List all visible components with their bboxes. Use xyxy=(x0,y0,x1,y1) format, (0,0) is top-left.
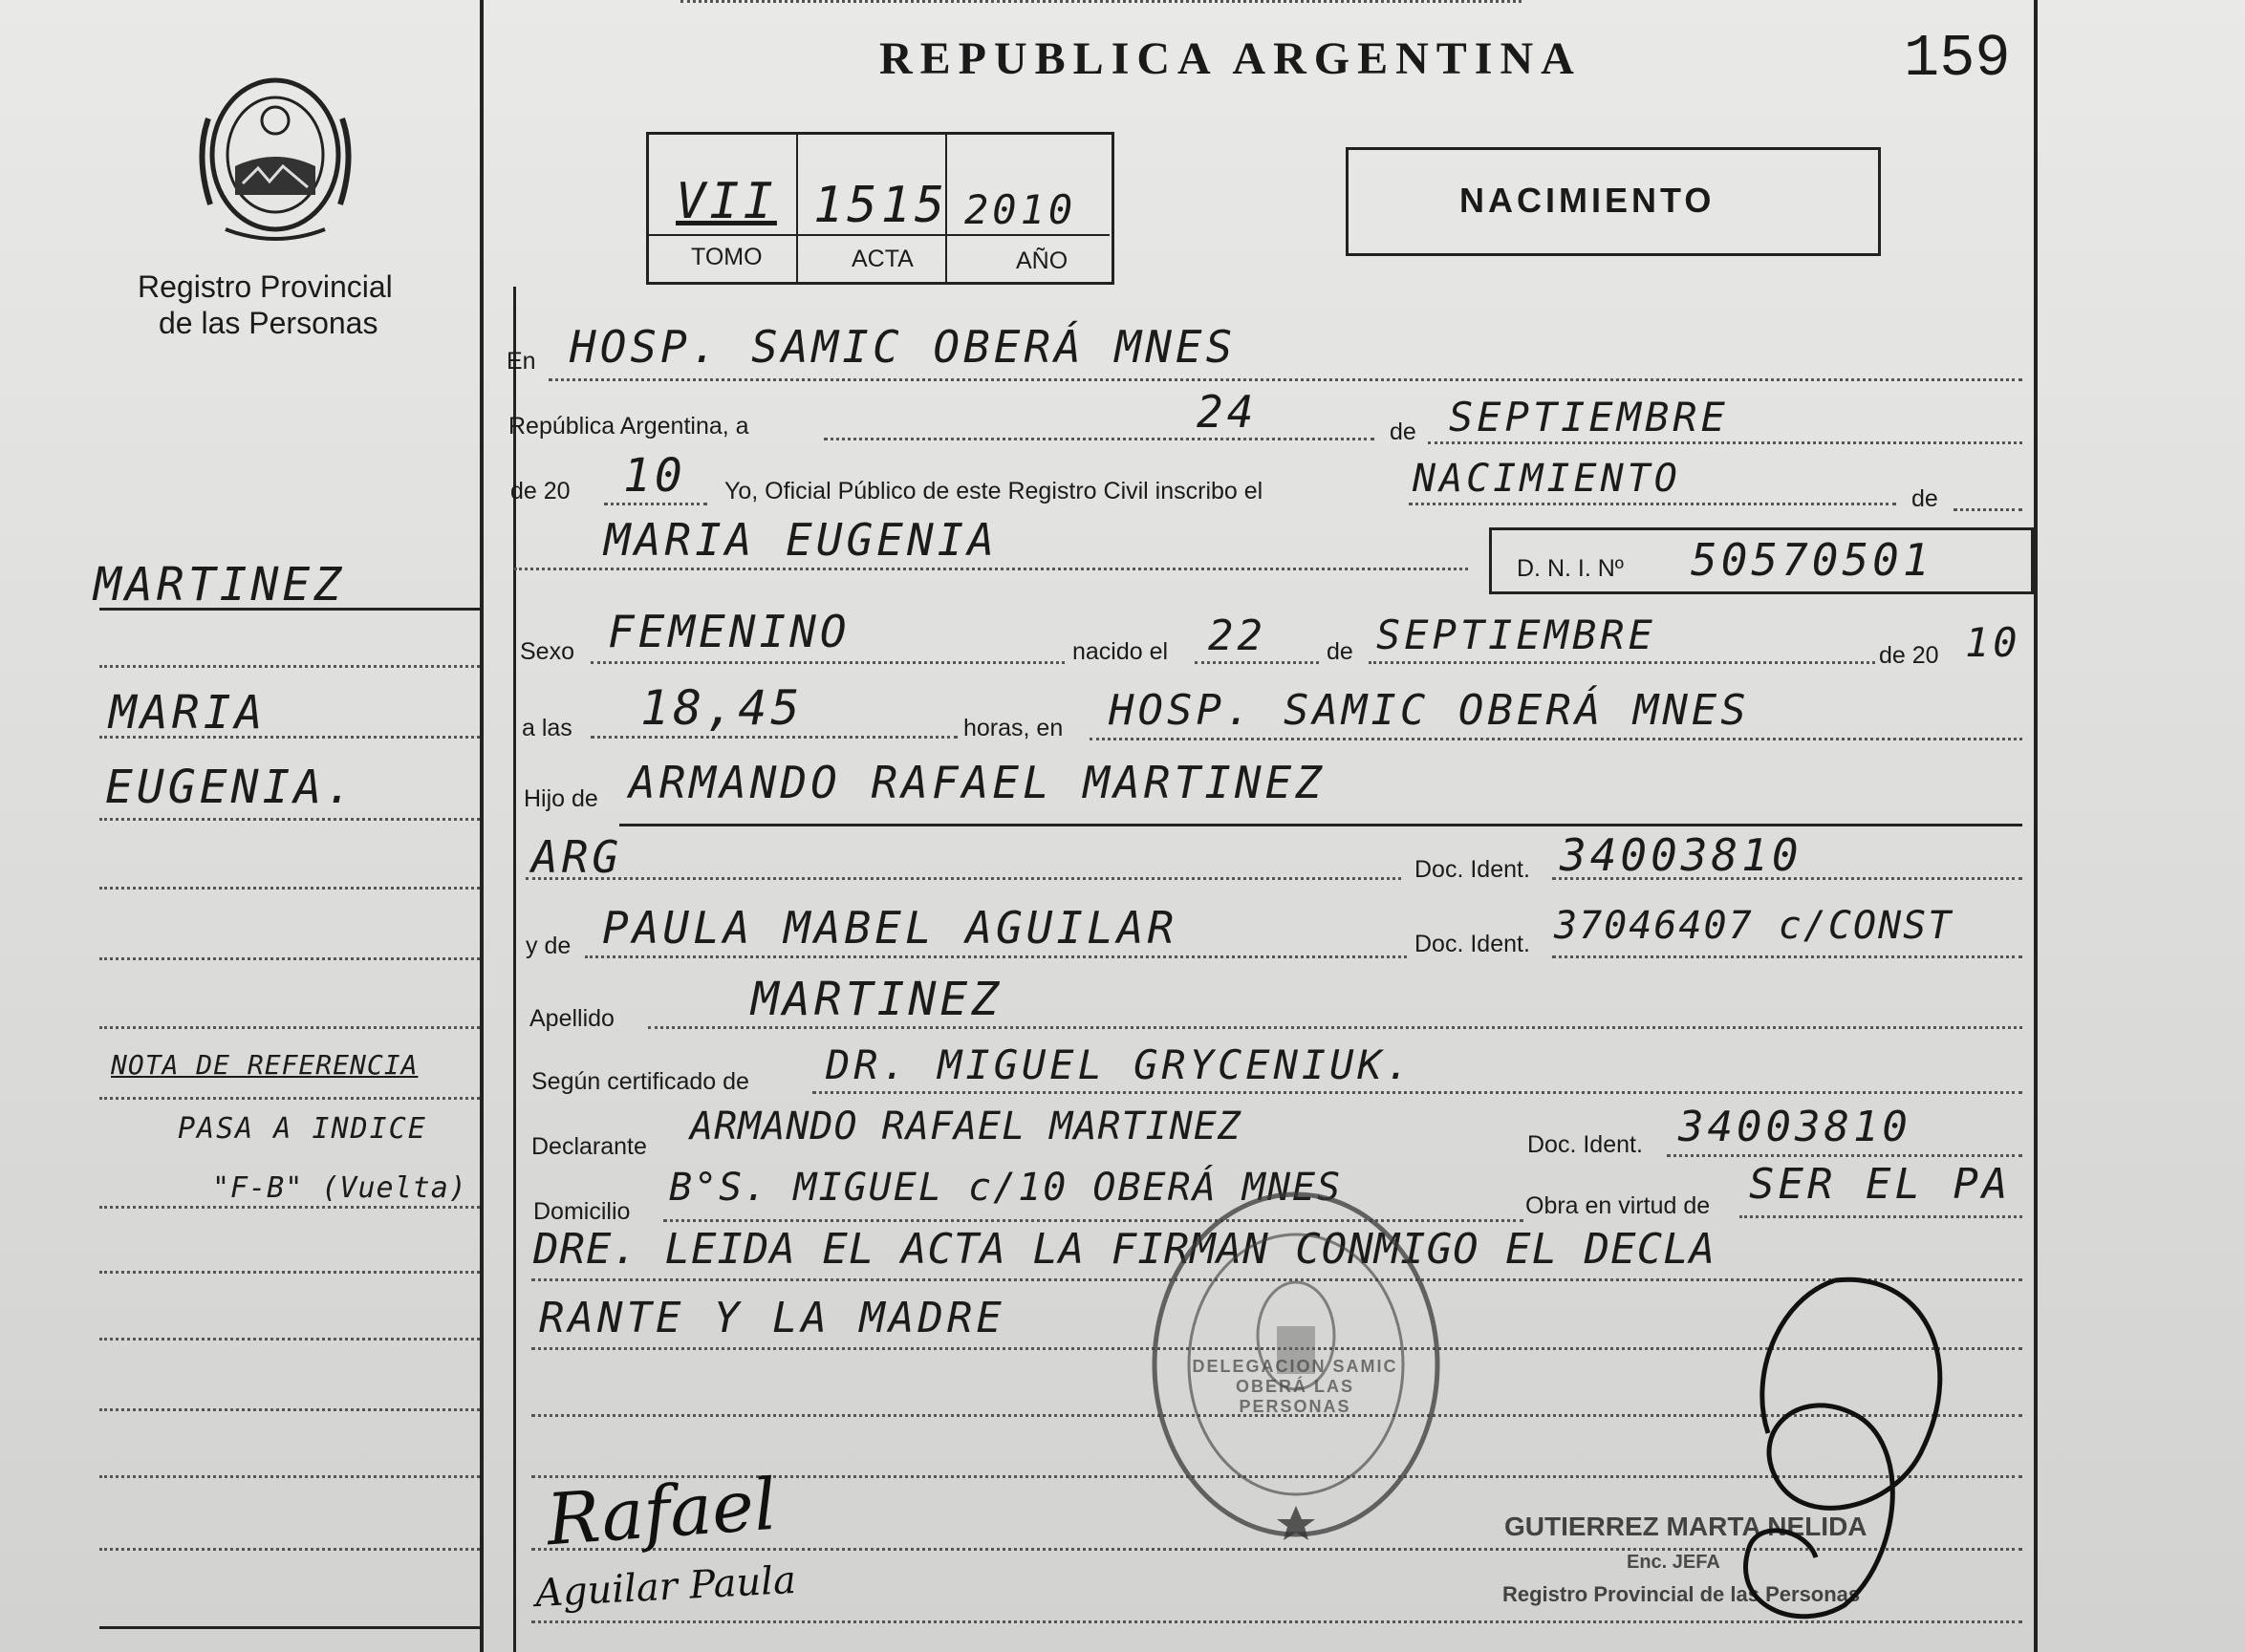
yo-text: Yo, Oficial Público de este Registro Civil inscribo el xyxy=(724,478,1263,504)
provincial-seal-icon xyxy=(187,61,363,248)
de20-label-2: de 20 xyxy=(1879,642,1939,669)
margin-note-line2: PASA A INDICE xyxy=(178,1112,427,1146)
margin-note-line3: "F-B" (Vuelta) xyxy=(212,1171,467,1205)
left-rule-8 xyxy=(99,1097,480,1100)
apellido-value: MARTINEZ xyxy=(751,973,1004,1026)
padre-doc-line xyxy=(1552,877,2022,880)
yde-label: y de xyxy=(526,933,572,959)
left-rule-7 xyxy=(99,1026,480,1029)
de-label: de xyxy=(1390,418,1416,445)
obra-line xyxy=(1739,1215,2022,1218)
domicilio-value: B°S. MIGUEL c/10 OBERÁ MNES xyxy=(669,1166,1343,1210)
signature-declarant: Rafael xyxy=(544,1463,780,1562)
page-title: REPUBLICA ARGENTINA xyxy=(879,33,1582,84)
continuation-2: RANTE Y LA MADRE xyxy=(539,1294,1005,1342)
left-rule-11 xyxy=(99,1338,480,1341)
left-rule-4 xyxy=(99,818,480,821)
sexo-label: Sexo xyxy=(520,638,574,665)
dni-value: 50570501 xyxy=(1691,534,1933,586)
left-rule-14 xyxy=(99,1548,480,1551)
anio-suffix-line xyxy=(604,503,707,505)
republica-label: República Argentina, a xyxy=(508,413,749,440)
madre-doc-line xyxy=(1552,955,2022,958)
nacido-anio: 10 xyxy=(1965,619,2021,666)
inscribo-line xyxy=(1409,503,1896,505)
margin-note-line1: NOTA DE REFERENCIA xyxy=(111,1049,419,1081)
continuation-1: DRE. LEIDA EL ACTA LA FIRMAN CONMIGO EL DECLA xyxy=(533,1225,1716,1274)
declarante-label: Declarante xyxy=(531,1133,647,1160)
declarante-doc-line xyxy=(1667,1154,2022,1157)
madre-line xyxy=(585,955,1407,958)
madre-doc: 37046407 c/CONST xyxy=(1554,904,1954,948)
sexo-value: FEMENINO xyxy=(608,606,851,657)
certificado-label: Según certificado de xyxy=(531,1068,749,1095)
declarante-value: ARMANDO RAFAEL MARTINEZ xyxy=(690,1105,1241,1148)
hora-line xyxy=(591,736,958,739)
left-rule-12 xyxy=(99,1408,480,1411)
inscribo-value: NACIMIENTO xyxy=(1413,457,1681,501)
apellido-label: Apellido xyxy=(529,1005,615,1032)
en-value: HOSP. SAMIC OBERÁ MNES xyxy=(570,321,1237,373)
document-type-box xyxy=(1346,147,1881,256)
acta-divider xyxy=(945,234,947,282)
left-rule-2 xyxy=(99,665,480,668)
tomo-label: TOMO xyxy=(691,244,763,270)
hora-value: 18,45 xyxy=(640,680,804,736)
apellido-line xyxy=(648,1026,2022,1029)
en-label: En xyxy=(507,348,536,375)
signature-official xyxy=(1692,1242,1969,1643)
anio-suffix: 10 xyxy=(623,449,686,503)
obra-label: Obra en virtud de xyxy=(1525,1192,1711,1219)
de-label-3: de xyxy=(1327,638,1353,665)
alas-label: a las xyxy=(522,715,572,741)
round-stamp-text: DELEGACION SAMIC OBERÁ LAS PERSONAS xyxy=(1192,1357,1398,1416)
acta-label: ACTA xyxy=(852,246,914,272)
en-line xyxy=(549,378,2022,381)
margin-surname: MARTINEZ xyxy=(94,558,346,611)
left-rule-15 xyxy=(99,1626,480,1629)
padre-nac-line xyxy=(526,877,1401,880)
document-type: NACIMIENTO xyxy=(1459,181,1716,220)
horas-en-label: horas, en xyxy=(963,715,1064,741)
nacido-mes: SEPTIEMBRE xyxy=(1376,611,1656,658)
tomo-divider xyxy=(796,234,798,282)
dni-box xyxy=(1489,527,2034,594)
mes-value: SEPTIEMBRE xyxy=(1449,394,1729,440)
dni-label: D. N. I. Nº xyxy=(1517,555,1624,582)
declarante-doc: 34003810 xyxy=(1678,1103,1911,1151)
nombre-value: MARIA EUGENIA xyxy=(604,514,999,566)
padre-nac: ARG xyxy=(531,831,623,883)
nacido-dia: 22 xyxy=(1208,611,1266,660)
record-index-box xyxy=(646,132,1114,285)
registry-name-line1: Registro Provincial xyxy=(138,269,393,304)
page-number: 159 xyxy=(1904,25,2011,93)
mes-line xyxy=(1428,441,2022,444)
de-label-2: de xyxy=(1911,485,1938,512)
nacido-mes-line xyxy=(1369,661,1875,664)
lugar-value: HOSP. SAMIC OBERÁ MNES xyxy=(1109,686,1750,735)
left-margin-rule xyxy=(480,0,484,1652)
nacido-dia-line xyxy=(1195,661,1319,664)
official-name: GUTIERREZ MARTA NELIDA xyxy=(1504,1512,1867,1541)
left-rule-9 xyxy=(99,1206,480,1209)
left-rule-10 xyxy=(99,1271,480,1274)
obra-value: SER EL PA xyxy=(1749,1160,2012,1209)
signature-mother: Aguilar Paula xyxy=(533,1557,797,1617)
acta-value: 1515 xyxy=(813,177,949,234)
declarante-line xyxy=(680,0,1522,3)
padre-doc: 34003810 xyxy=(1560,829,1802,881)
right-border-rule xyxy=(2034,0,2038,1652)
lugar-line xyxy=(1090,738,2022,740)
de20-label: de 20 xyxy=(510,478,571,504)
doc-ident-label-3: Doc. Ident. xyxy=(1527,1131,1643,1158)
left-rule-6 xyxy=(99,957,480,960)
domicilio-label: Domicilio xyxy=(533,1198,631,1225)
tomo-value: VII xyxy=(676,173,777,230)
sexo-line xyxy=(591,661,1065,664)
left-rule-13 xyxy=(99,1475,480,1478)
registry-name-line2: de las Personas xyxy=(159,306,378,340)
margin-given-name-2: EUGENIA. xyxy=(105,761,357,814)
certificado-line xyxy=(812,1091,2022,1094)
nombre-line xyxy=(514,568,1468,570)
de-line-2 xyxy=(1954,508,2022,511)
left-rule-5 xyxy=(99,887,480,890)
doc-ident-label-1: Doc. Ident. xyxy=(1414,856,1530,883)
margin-given-name-1: MARIA xyxy=(109,686,267,740)
dia-value: 24 xyxy=(1197,386,1258,438)
nacido-label: nacido el xyxy=(1072,638,1169,665)
doc-ident-label-2: Doc. Ident. xyxy=(1414,931,1530,957)
anio-value: 2010 xyxy=(964,186,1077,233)
hijo-label: Hijo de xyxy=(524,785,598,812)
official-title: Enc. JEFA xyxy=(1627,1552,1720,1573)
certificado-value: DR. MIGUEL GRYCENIUK. xyxy=(826,1041,1414,1088)
padre-value: ARMANDO RAFAEL MARTINEZ xyxy=(629,757,1326,808)
dia-line xyxy=(824,438,1374,440)
padre-line xyxy=(619,824,2022,826)
official-org: Registro Provincial de las Personas xyxy=(1502,1582,1861,1606)
anio-label: AÑO xyxy=(1016,247,1069,274)
madre-value: PAULA MABEL AGUILAR xyxy=(602,902,1178,954)
